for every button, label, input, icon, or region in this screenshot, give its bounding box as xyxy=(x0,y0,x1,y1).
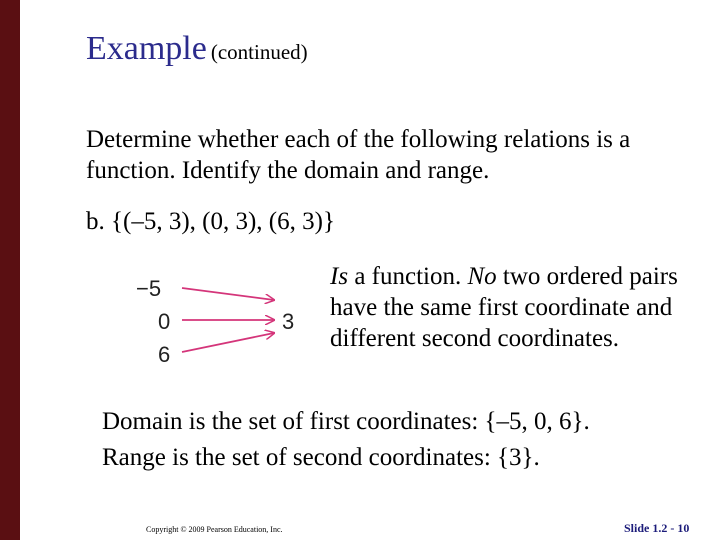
range-value-1: 3 xyxy=(282,309,295,334)
copyright-footer: Copyright © 2009 Pearson Education, Inc. xyxy=(146,525,283,534)
left-sidebar-bar xyxy=(0,0,20,540)
arrow-neg5-to-3 xyxy=(182,288,274,300)
domain-statement: Domain is the set of first coordinates: {–5, 0, 6}. xyxy=(102,408,590,435)
explanation-text xyxy=(330,261,690,354)
title-subtitle: (continued) xyxy=(210,40,308,64)
mapping-diagram xyxy=(130,270,310,370)
domain-value-2: 0 xyxy=(158,309,171,334)
explanation-rest: two ordered pairs have the same first coordinate and different second coordinates. xyxy=(330,263,678,352)
explanation-is: Is xyxy=(330,263,349,290)
domain-range-summary xyxy=(102,404,702,476)
part-b-relation: b. {(–5, 3), (0, 3), (6, 3)} xyxy=(86,208,335,235)
title-main: Example xyxy=(86,30,207,67)
mapping-diagram-svg xyxy=(130,270,310,370)
domain-value-1: −5 xyxy=(136,276,162,301)
explanation-no: No xyxy=(467,263,497,290)
range-statement: Range is the set of second coordinates: {3}. xyxy=(102,444,540,471)
instruction-text: Determine whether each of the following relations is a function. Identify the domain and range. xyxy=(86,126,631,184)
arrow-6-to-3 xyxy=(182,333,274,352)
slide-title xyxy=(86,30,308,68)
explanation-after-is: a function. xyxy=(348,263,468,290)
slide-number: Slide 1.2 - 10 xyxy=(624,521,690,535)
domain-value-3: 6 xyxy=(158,342,171,367)
